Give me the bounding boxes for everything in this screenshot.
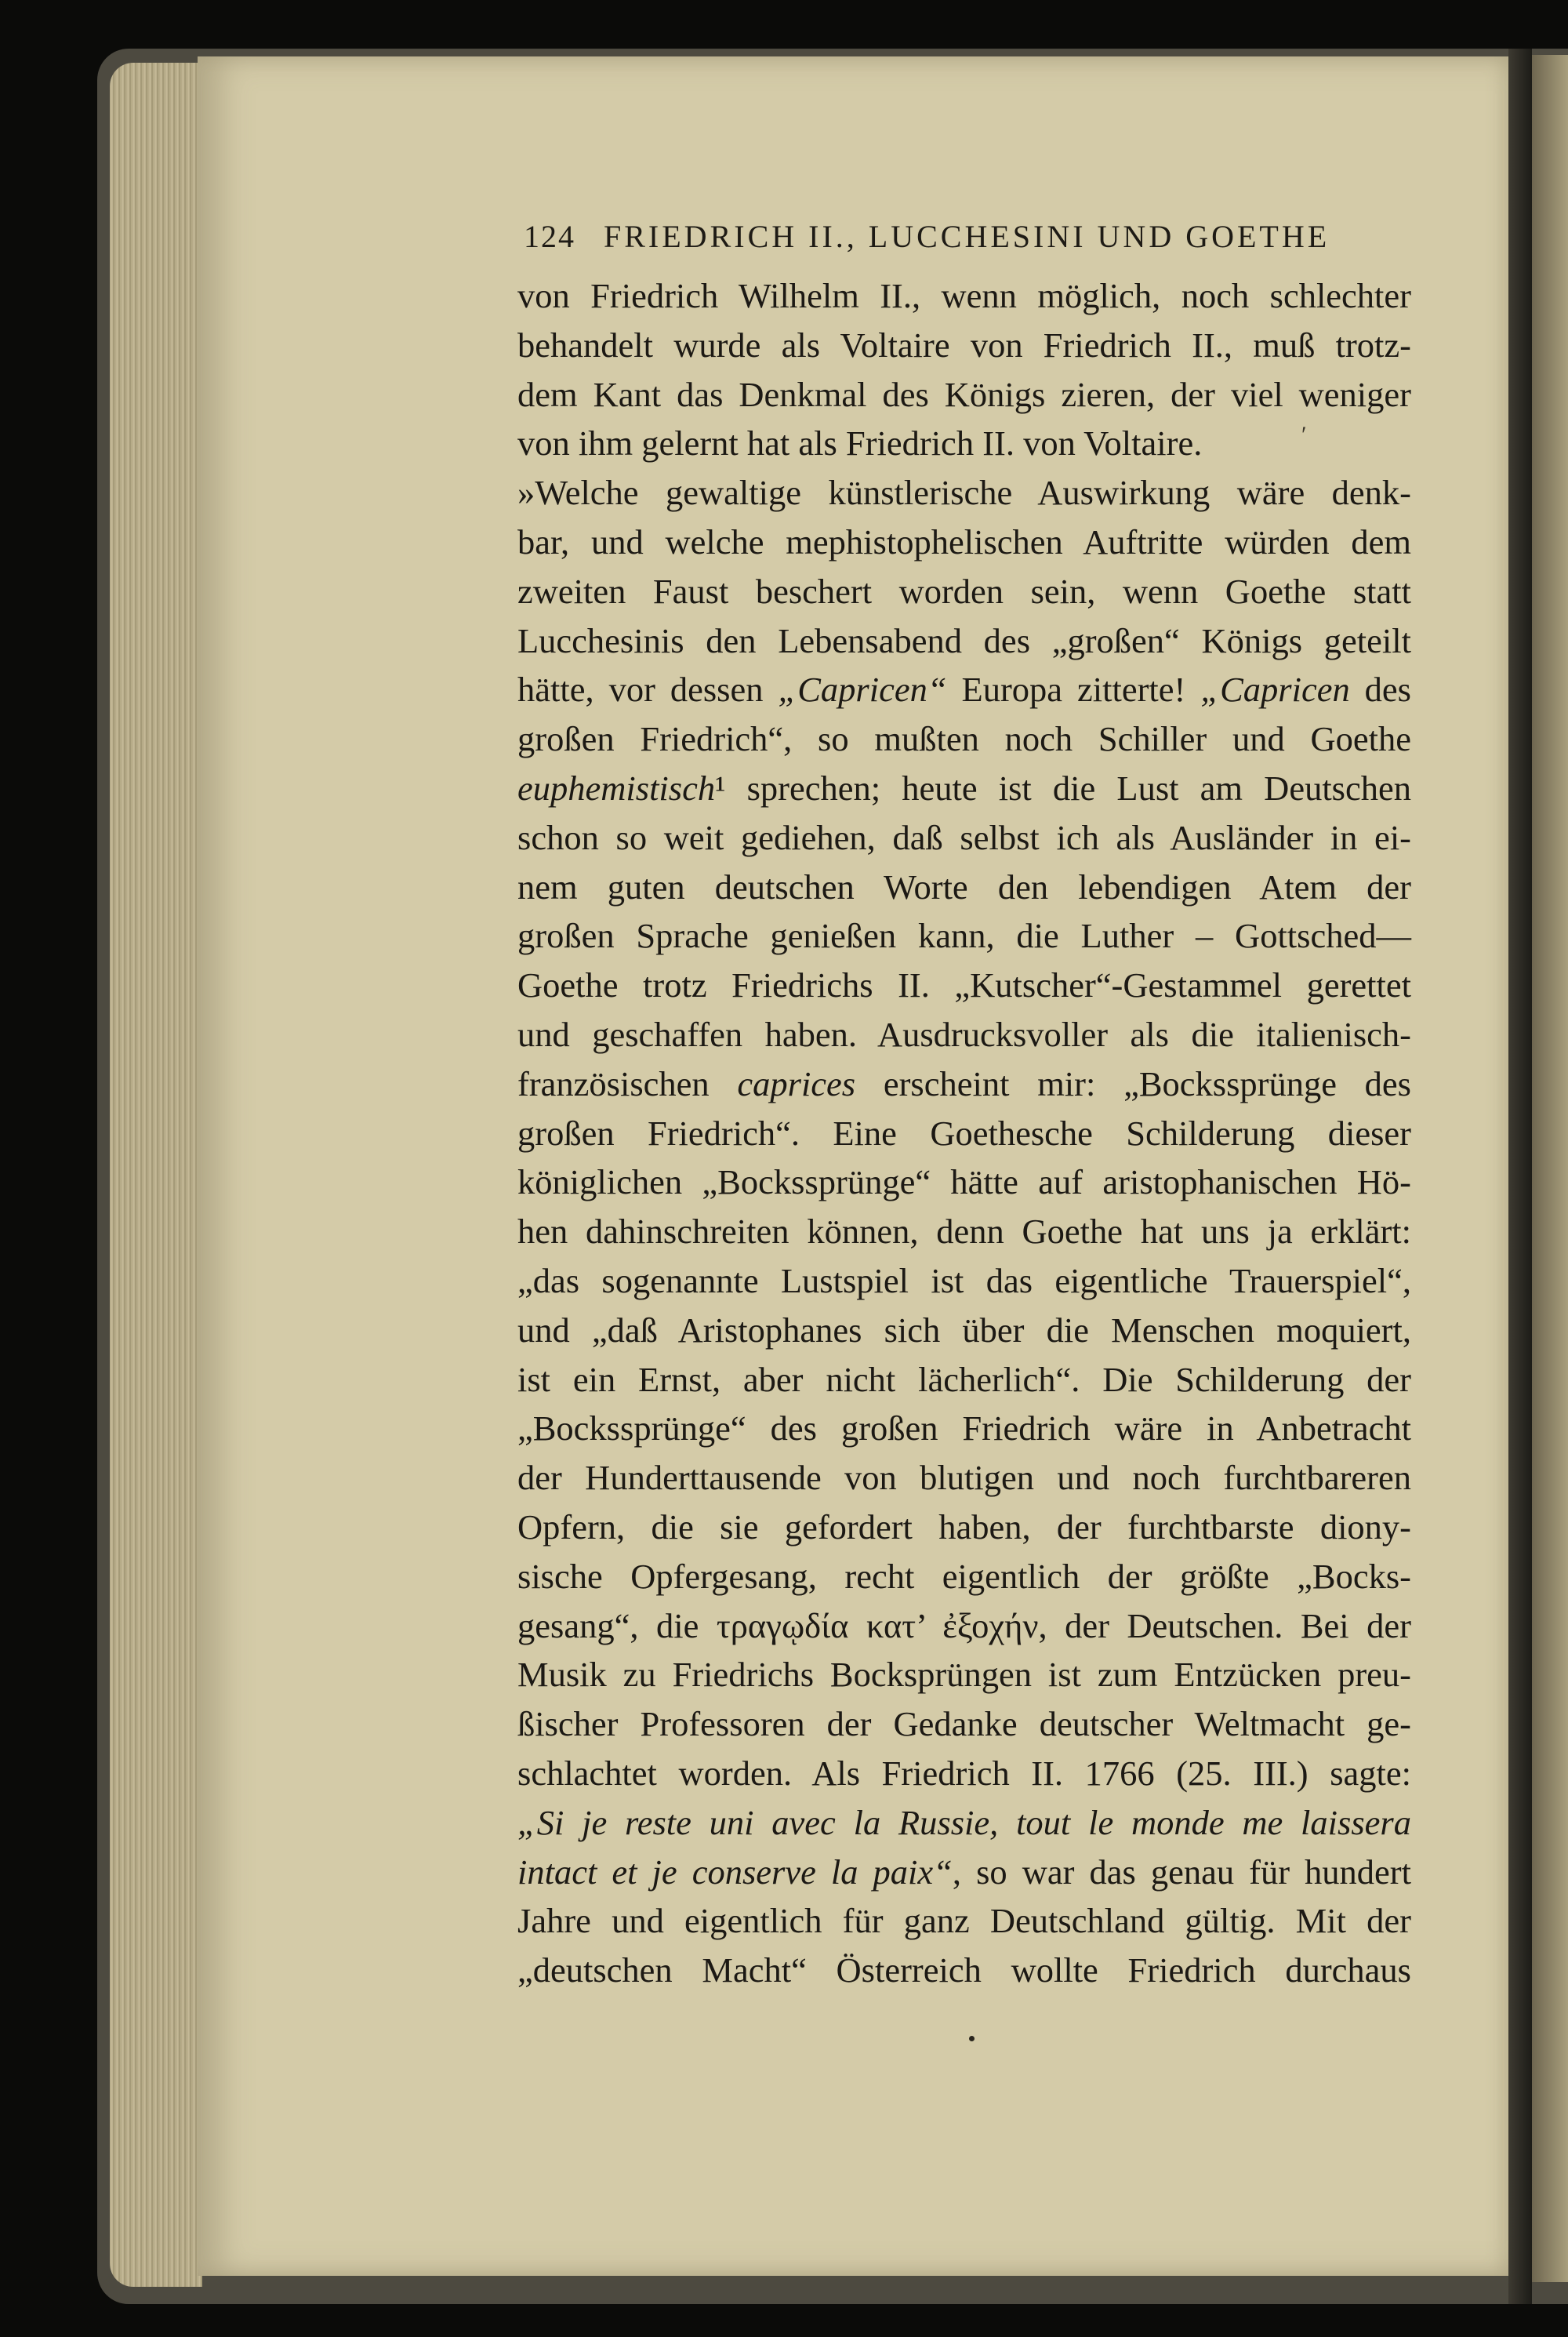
text-line [517, 961, 1411, 1010]
text-line [517, 1699, 1411, 1749]
italic-segment: „Capricen“ [778, 670, 947, 710]
text-segment: französischen [517, 1063, 738, 1103]
text-segment: Lucchesinis den Lebensabend des „großen“ Königs geteilt [517, 620, 1411, 660]
body-text [517, 271, 1411, 1995]
text-line [517, 1749, 1411, 1798]
text-line [517, 468, 1411, 518]
text-segment: hen dahinschreiten können, denn Goethe hat uns ja erklärt: [517, 1212, 1411, 1252]
text-segment: „deutschen Macht“ Österreich wollte Friedrich durchaus [517, 1950, 1411, 1990]
text-segment: , so war das genau für hundert [952, 1852, 1411, 1892]
text-segment: hätte, vor dessen [517, 670, 779, 710]
page-number: 124 [524, 219, 575, 254]
ink-speck [969, 2036, 975, 2041]
italic-segment: „Si je reste uni avec la Russie, tout le monde me laissera [517, 1802, 1411, 1842]
text-segment: erscheint mir: „Bockssprünge des [855, 1063, 1411, 1103]
text-segment: nem guten deutschen Worte den lebendigen Atem der [517, 867, 1411, 907]
text-segment: großen Friedrich“, so mußten noch Schiller und Goethe [517, 719, 1411, 759]
text-segment: zweiten Faust beschert worden sein, wenn Goethe statt [517, 571, 1411, 611]
text-line [517, 1601, 1411, 1651]
text-segment: großen Friedrich“. Eine Goethesche Schilderung dieser [517, 1113, 1411, 1153]
text-line [517, 1453, 1411, 1503]
text-segment: Goethe trotz Friedrichs II. „Kutscher“-Gestammel gerettet [517, 965, 1411, 1005]
text-line [517, 419, 1411, 468]
text-segment: gesang“, die τραγῳδία κατ’ ἐξοχήν, der Deutschen. Bei der [517, 1605, 1411, 1645]
text-segment: »Welche gewaltige künstlerische Auswirkung wäre denk- [517, 473, 1411, 513]
text-line [517, 616, 1411, 666]
text-line [517, 1109, 1411, 1158]
text-line [517, 714, 1411, 764]
text-line [517, 1650, 1411, 1699]
text-segment: „Bockssprünge“ des großen Friedrich wäre in Anbetracht [517, 1408, 1411, 1448]
text-line [517, 321, 1411, 370]
text-line [517, 764, 1411, 813]
text-line [517, 911, 1411, 961]
text-segment: von ihm gelernt hat als Friedrich II. von Voltaire. [517, 423, 1203, 463]
text-line [517, 1158, 1411, 1207]
pencil-mark: ʹ [1301, 422, 1307, 448]
book-gutter [1508, 49, 1532, 2304]
text-line [517, 863, 1411, 912]
text-line [517, 1552, 1411, 1601]
text-line [517, 665, 1411, 714]
text-line [517, 1848, 1411, 1897]
italic-segment: „Capricen [1200, 670, 1350, 710]
facing-page-edge [1532, 55, 1568, 2282]
text-segment: behandelt wurde als Voltaire von Friedrich II., muß trotz- [517, 325, 1411, 365]
text-segment: Musik zu Friedrichs Bocksprüngen ist zum Entzücken preu- [517, 1655, 1411, 1695]
text-line [517, 1306, 1411, 1355]
text-segment: großen Sprache genießen kann, die Luther – Gottsched— [517, 916, 1411, 956]
text-segment: bar, und welche mephistophelischen Auftritte würden dem [517, 522, 1411, 562]
text-line [517, 1896, 1411, 1946]
page-edges [110, 63, 202, 2287]
text-line [517, 1946, 1411, 1995]
text-line [517, 271, 1411, 321]
running-header [524, 218, 1411, 265]
text-line [517, 1010, 1411, 1059]
text-segment: Europa zitterte! [946, 670, 1201, 710]
text-line [517, 567, 1411, 616]
text-segment: königlichen „Bockssprünge“ hätte auf aristophanischen Hö- [517, 1162, 1411, 1202]
text-line [517, 1059, 1411, 1109]
text-segment: schon so weit gediehen, daß selbst ich als Ausländer in ei- [517, 817, 1411, 857]
text-segment: ¹ sprechen; heute ist die Lust am Deutschen [715, 768, 1411, 808]
text-segment: ist ein Ernst, aber nicht lächerlich“. Die Schilderung der [517, 1359, 1411, 1399]
text-segment: Opfern, die sie gefordert haben, der furchtbarste diony- [517, 1507, 1411, 1546]
text-line [517, 1355, 1411, 1405]
text-segment: des [1349, 670, 1412, 710]
text-line [517, 518, 1411, 567]
text-line [517, 1207, 1411, 1256]
text-segment: Jahre und eigentlich für ganz Deutschland gültig. Mit der [517, 1901, 1411, 1941]
text-segment: sische Opfergesang, recht eigentlich der größte „Bocks- [517, 1556, 1411, 1596]
italic-segment: intact et je conserve la paix“ [517, 1852, 953, 1892]
text-line [517, 1256, 1411, 1306]
italic-segment: euphemistisch [517, 768, 716, 808]
text-line [517, 1798, 1411, 1848]
text-line [517, 1404, 1411, 1453]
italic-segment: caprices [737, 1063, 856, 1103]
text-line [517, 370, 1411, 420]
text-segment: schlachtet worden. Als Friedrich II. 1766 (25. III.) sagte: [517, 1753, 1411, 1793]
text-segment: ßischer Professoren der Gedanke deutscher Weltmacht ge- [517, 1704, 1411, 1744]
text-line [517, 1503, 1411, 1552]
running-title: FRIEDRICH II., LUCCHESINI UND GOETHE [604, 219, 1330, 254]
text-segment: von Friedrich Wilhelm II., wenn möglich, noch schlechter [517, 276, 1411, 315]
text-segment: der Hunderttausende von blutigen und noch furchtbareren [517, 1458, 1411, 1498]
text-segment: „das sogenannte Lustspiel ist das eigentliche Trauerspiel“, [517, 1260, 1411, 1300]
text-segment: und „daß Aristophanes sich über die Menschen moquiert, [517, 1310, 1411, 1350]
text-line [517, 813, 1411, 863]
text-segment: dem Kant das Denkmal des Königs zieren, der viel weniger [517, 374, 1411, 414]
text-segment: und geschaffen haben. Ausdrucksvoller als die italienisch- [517, 1014, 1411, 1054]
